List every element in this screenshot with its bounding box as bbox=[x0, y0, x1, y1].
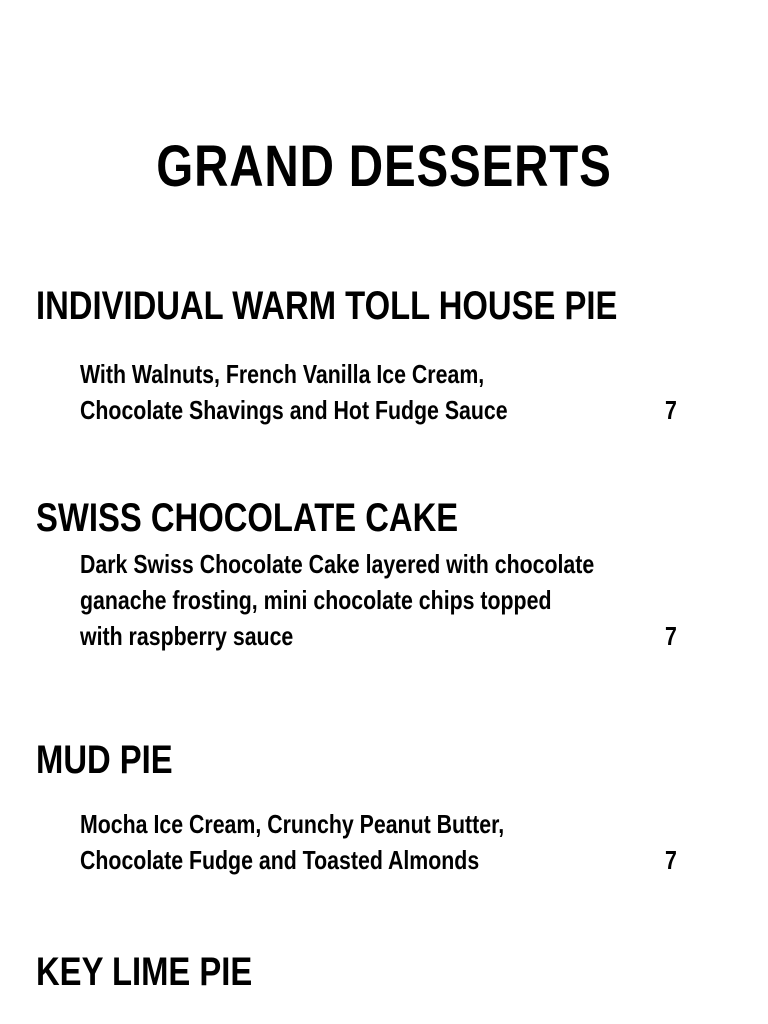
description-line: ganache frosting, mini chocolate chips topped bbox=[80, 585, 552, 615]
item-name: INDIVIDUAL WARM TOLL HOUSE PIE bbox=[36, 284, 618, 328]
item-name: KEY LIME PIE bbox=[36, 950, 253, 994]
item-description bbox=[80, 546, 680, 654]
description-line: Chocolate Shavings and Hot Fudge Sauce bbox=[80, 395, 508, 425]
description-line: Dark Swiss Chocolate Cake layered with chocolate bbox=[80, 549, 595, 579]
description-line: with raspberry sauce bbox=[80, 621, 294, 651]
item-name: SWISS CHOCOLATE CAKE bbox=[36, 496, 459, 540]
description-line: With Walnuts, French Vanilla Ice Cream, bbox=[80, 359, 485, 389]
item-description bbox=[80, 356, 680, 428]
item-name: MUD PIE bbox=[36, 738, 173, 782]
page-title: GRAND DESSERTS bbox=[156, 134, 612, 199]
item-price: 7 bbox=[665, 845, 677, 875]
item-price: 7 bbox=[665, 621, 677, 651]
item-description bbox=[80, 806, 680, 878]
description-line: Mocha Ice Cream, Crunchy Peanut Butter, bbox=[80, 809, 505, 839]
description-line: Chocolate Fudge and Toasted Almonds bbox=[80, 845, 480, 875]
item-price: 7 bbox=[665, 395, 677, 425]
